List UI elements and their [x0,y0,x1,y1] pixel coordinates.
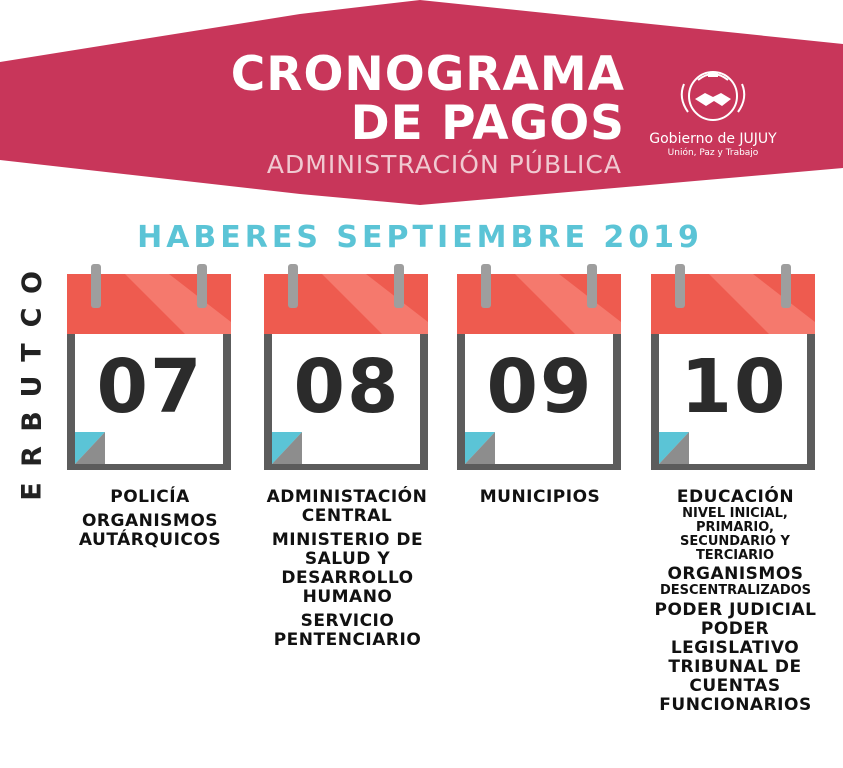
title-line-2: DE PAGOS [350,96,625,151]
subtitle: ADMINISTRACIÓN PÚBLICA [266,150,622,179]
month-vertical-label [16,268,48,506]
month-letter: C [16,307,48,328]
label-municipios: MUNICIPIOS [479,487,601,507]
label-organismos-autarquicos: ORGANISMOS AUTÁRQUICOS [78,511,222,550]
month-letter: B [16,411,48,433]
column-08 [258,488,436,650]
column-10 [638,488,833,715]
label-tribunal-de-cuentas: TRIBUNAL DE CUENTAS [668,657,802,696]
label-descentralizados: DESCENTRALIZADOS [659,583,812,598]
label-ministerio-salud: MINISTERIO DE SALUD Y DESARROLLO HUMANO [271,530,424,607]
column-07 [62,488,238,550]
month-letter: R [16,446,48,468]
label-educacion-detail: NIVEL INICIAL, PRIMARIO, SECUNDARIO Y TERCIARIO [680,506,790,563]
calendar-day-09 [455,262,625,472]
label-administacion-central: ADMINISTACIÓN CENTRAL [266,487,428,526]
logo-motto: Unión, Paz y Trabajo [667,148,759,158]
label-educacion: EDUCACIÓN [676,487,795,507]
month-letter: T [16,342,48,362]
label-funcionarios: FUNCIONARIOS [659,695,812,715]
handshake-seal-icon [648,66,778,128]
government-logo [648,66,778,166]
headline: HABERES SEPTIEMBRE 2019 [137,220,703,255]
column-09 [452,488,628,507]
label-poder-judicial: PODER JUDICIAL [654,600,817,620]
label-policia: POLICÍA [110,487,190,507]
calendar-day-10 [649,262,819,472]
label-servicio-pentenciario: SERVICIO PENTENCIARIO [273,611,422,650]
month-letter: U [16,376,48,398]
day-number: 09 [486,344,594,430]
day-number: 08 [293,344,401,430]
month-letter: O [16,271,48,294]
label-organismos: ORGANISMOS [667,564,804,584]
calendar-day-07 [65,262,235,472]
day-number: 07 [96,344,204,430]
day-number: 10 [680,344,788,430]
month-letter: E [16,482,48,501]
logo-name: Gobierno de JUJUY [649,131,777,147]
calendar-day-08 [262,262,432,472]
label-poder-legislativo: PODER LEGISLATIVO [670,619,800,658]
title-line-1: CRONOGRAMA [230,47,625,102]
